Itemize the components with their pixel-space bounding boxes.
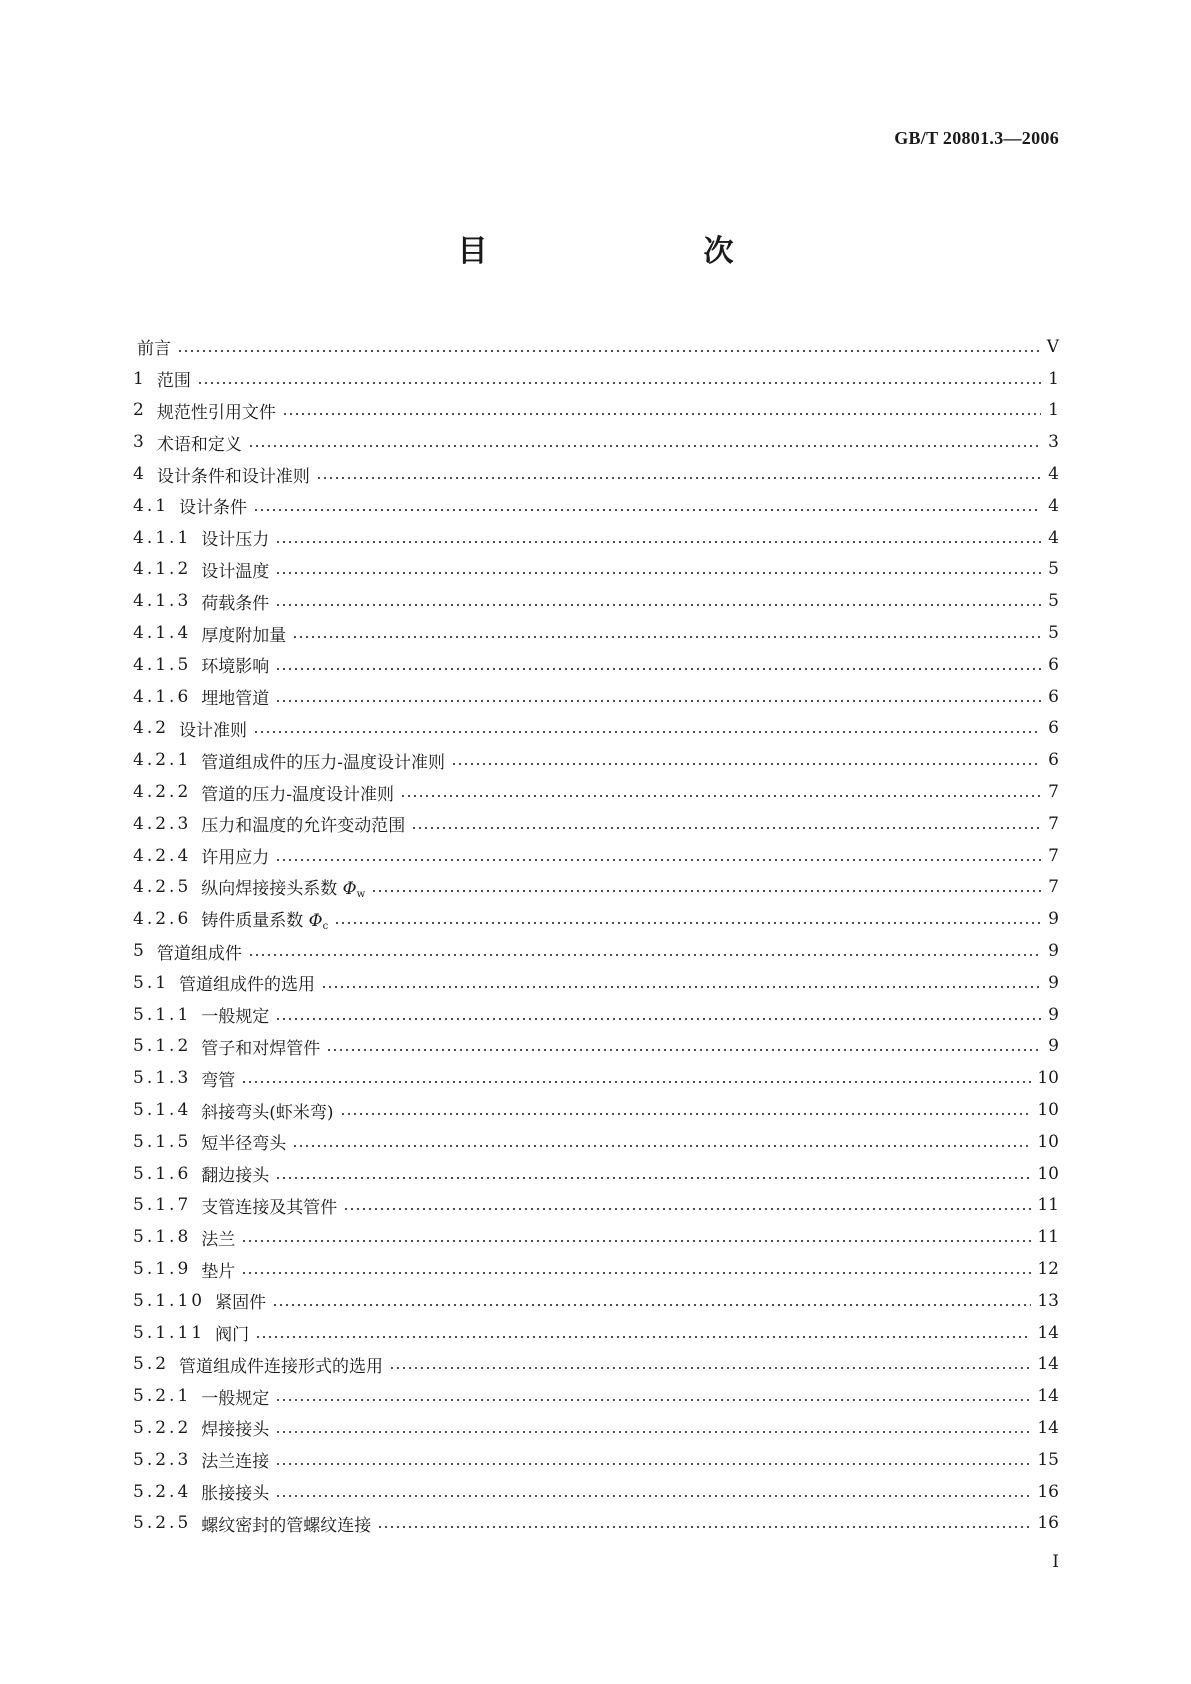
toc-entry-symbol-subscript: c [322, 921, 329, 933]
toc-entry-number: 4.2.1 [133, 750, 192, 771]
toc-entry-title-text: 管道组成件 [156, 943, 242, 964]
toc-entry-number: 5.1.2 [133, 1036, 192, 1057]
toc-entry-page: 4 [1048, 464, 1059, 485]
toc-entry[interactable] [133, 490, 1059, 522]
toc-entry-title-text: 垫片 [201, 1261, 236, 1282]
toc-entry-title [201, 1415, 269, 1440]
toc-entry-page: 9 [1048, 941, 1059, 962]
dot-leader [400, 794, 1041, 798]
toc-entry-title-text: 法兰 [201, 1229, 236, 1250]
dot-leader [248, 444, 1041, 448]
toc-entry[interactable] [133, 744, 1059, 776]
toc-entry-title [201, 1161, 269, 1186]
toc-entry-page: 4 [1048, 527, 1059, 548]
toc-entry-title [201, 780, 394, 805]
toc-entry-number: 4.2.6 [133, 909, 192, 930]
dot-leader [241, 1271, 1031, 1275]
toc-entry-number: 5.1.10 [133, 1290, 206, 1311]
toc-entry[interactable] [133, 1190, 1059, 1222]
dot-leader [197, 381, 1041, 385]
toc-entry-number: 5.1.5 [133, 1131, 192, 1152]
toc-entry-page: 7 [1048, 877, 1059, 898]
toc-entry-title [215, 1320, 249, 1345]
toc-entry-title [137, 334, 171, 359]
toc-entry-title [179, 970, 315, 995]
toc-entry[interactable] [133, 1221, 1059, 1253]
toc-entry-page: 15 [1037, 1449, 1059, 1470]
toc-entry[interactable] [133, 872, 1059, 904]
toc-entry-page: 13 [1037, 1290, 1059, 1311]
toc-entry-page: 1 [1048, 400, 1059, 421]
toc-entry-number: 5.2.3 [133, 1449, 192, 1470]
dot-leader [255, 1335, 1031, 1339]
toc-entry-title [179, 716, 247, 741]
toc-entry-number: 4.1.5 [133, 654, 192, 675]
toc-entry[interactable] [133, 585, 1059, 617]
toc-entry-title-text: 管道组成件的压力-温度设计准则 [201, 752, 446, 773]
toc-entry-title [201, 652, 269, 677]
toc-entry[interactable] [133, 1476, 1059, 1508]
dot-leader [343, 1207, 1031, 1211]
toc-entry-number: 4.1 [133, 495, 170, 516]
toc-entry-title [201, 1002, 269, 1027]
toc-entry-number: 5.1 [133, 972, 170, 993]
toc-entry-symbol: Φ [342, 879, 357, 900]
toc-entry-title-text: 法兰连接 [201, 1452, 270, 1473]
toc-entry-number: 3 [133, 432, 147, 453]
toc-entry-title [201, 1511, 371, 1536]
toc-entry-title [201, 1034, 320, 1059]
toc-entry-number: 4 [133, 464, 147, 485]
toc-entry-page: 9 [1048, 909, 1059, 930]
dot-leader [326, 1048, 1041, 1052]
toc-entry-number: 4.1.3 [133, 591, 192, 612]
dot-leader [275, 571, 1041, 575]
dot-leader [451, 762, 1041, 766]
toc-entry-number: 4.1.4 [133, 623, 192, 644]
standard-code: GB/T 20801.3—2006 [894, 128, 1059, 148]
toc-entry-number: 4.2.5 [133, 877, 192, 898]
toc-entry[interactable] [133, 1380, 1059, 1412]
toc-entry-number: 5.2.5 [133, 1513, 192, 1534]
toc-entry-page: 10 [1037, 1131, 1059, 1152]
toc-entry[interactable] [133, 1062, 1059, 1094]
toc-entry-page: 14 [1037, 1322, 1059, 1343]
toc-entry-page: 5 [1048, 623, 1059, 644]
toc-entry-title-text: 焊接接头 [201, 1420, 270, 1441]
toc-entry-title [201, 1193, 337, 1218]
toc-entry-page: 16 [1037, 1481, 1059, 1502]
toc-entry-title-text: 环境影响 [201, 657, 270, 678]
toc-entry-title-text: 设计温度 [201, 561, 270, 582]
toc-entry-title [157, 430, 242, 455]
toc-entry-title-text: 术语和定义 [156, 434, 242, 455]
toc-entry-title [201, 1479, 269, 1504]
toc-entry-title-text: 管道的压力-温度设计准则 [201, 784, 395, 805]
dot-leader [371, 889, 1041, 893]
dot-leader [272, 1303, 1031, 1307]
toc-entry-number: 1 [133, 368, 147, 389]
toc-entry-title [201, 525, 269, 550]
dot-leader [177, 349, 1041, 353]
toc-entry-title-text: 许用应力 [201, 848, 270, 869]
toc-entry-page: V [1046, 336, 1059, 357]
toc-entry-symbol-subscript: w [356, 889, 366, 901]
toc-entry-number: 4.1.2 [133, 559, 192, 580]
toc-entry-title-text: 短半径弯头 [201, 1134, 287, 1155]
toc-entry-title-text: 阀门 [215, 1325, 250, 1346]
toc-entry-page: 7 [1048, 813, 1059, 834]
dot-leader [275, 1462, 1031, 1466]
toc-entry-page: 6 [1048, 750, 1059, 771]
toc-entry-title-text: 紧固件 [215, 1293, 267, 1314]
toc-entry-title-text: 支管连接及其管件 [201, 1197, 338, 1218]
toc-entry-title-text: 设计条件和设计准则 [156, 466, 310, 487]
toc-entry[interactable] [133, 1507, 1059, 1539]
toc-entry-page: 3 [1048, 432, 1059, 453]
toc-entry-number: 5.1.7 [133, 1195, 192, 1216]
dot-leader [275, 667, 1041, 671]
dot-leader [241, 1239, 1031, 1243]
toc-entry-title [201, 1447, 269, 1472]
toc-entry[interactable] [133, 363, 1059, 395]
toc-entry-title [179, 1352, 383, 1377]
toc-entry[interactable] [133, 1031, 1059, 1063]
toc-entry-page: 10 [1037, 1163, 1059, 1184]
toc-entry[interactable] [133, 967, 1059, 999]
page-number: I [1052, 1552, 1059, 1572]
toc-entry-page: 7 [1048, 782, 1059, 803]
toc-entry-title-text: 规范性引用文件 [156, 402, 276, 423]
toc-entry-page: 5 [1048, 591, 1059, 612]
toc-entry-page: 16 [1037, 1513, 1059, 1534]
dot-leader [292, 1144, 1031, 1148]
dot-leader [377, 1525, 1031, 1529]
toc-entry-number: 2 [133, 400, 147, 421]
dot-leader [275, 1176, 1031, 1180]
toc-entry-title [201, 1066, 235, 1091]
toc-entry[interactable] [133, 999, 1059, 1031]
toc-entry-number: 5.1.4 [133, 1100, 192, 1121]
toc-entry-number: 5.2 [133, 1354, 170, 1375]
dot-leader [275, 699, 1041, 703]
toc-entry-title [157, 366, 191, 391]
dot-leader [321, 985, 1041, 989]
toc-entry-page: 9 [1048, 972, 1059, 993]
toc-entry-title-text: 纵向焊接接头系数 [201, 879, 338, 900]
toc-entry-number: 5.1.9 [133, 1259, 192, 1279]
toc-entry-number: 5.1.1 [133, 1004, 192, 1025]
dot-leader [275, 858, 1041, 862]
toc-entry-symbol: Φ [308, 911, 323, 932]
toc-entry-title-text: 铸件质量系数 [201, 911, 304, 932]
toc-entry-number: 5.1.3 [133, 1068, 192, 1089]
toc-entry-title [201, 684, 269, 709]
dot-leader [282, 412, 1041, 416]
toc-entry-title-text: 设计条件 [179, 498, 248, 519]
toc-entry-title [201, 906, 328, 932]
toc-entry-title-text: 一般规定 [201, 1007, 270, 1028]
toc-entry[interactable] [133, 681, 1059, 713]
toc-entry[interactable] [133, 331, 1059, 363]
toc-entry-number: 5.2.1 [133, 1386, 192, 1407]
toc-entry-title-text: 翻边接头 [201, 1166, 270, 1187]
toc-entry-title [201, 1384, 269, 1409]
toc-entry-page: 11 [1037, 1227, 1059, 1248]
toc-entry-title [201, 1225, 235, 1250]
dot-leader [275, 1398, 1031, 1402]
toc-entry-title [201, 589, 269, 614]
toc-entry-number: 4.1.1 [133, 527, 192, 548]
toc-entry[interactable] [133, 458, 1059, 490]
dot-leader [275, 1430, 1031, 1434]
toc-entry-number: 4.2.2 [133, 782, 192, 803]
dot-leader [340, 1112, 1032, 1116]
toc-entry-title [157, 939, 242, 964]
toc-entry-page: 12 [1037, 1259, 1059, 1279]
toc-entry-number: 5.2.2 [133, 1417, 192, 1438]
toc-entry-number: 4.2.3 [133, 813, 192, 834]
toc-entry[interactable] [133, 426, 1059, 458]
toc-entry-page: 7 [1048, 845, 1059, 866]
toc-entry-title-text: 管道组成件连接形式的选用 [179, 1356, 384, 1377]
toc-entry-page: 14 [1037, 1417, 1059, 1438]
toc-entry-title [201, 1257, 235, 1282]
toc-entry-title-text: 胀接接头 [201, 1484, 270, 1505]
toc-entry-page: 6 [1048, 686, 1059, 707]
dot-leader [275, 1017, 1041, 1021]
toc-entry[interactable] [133, 1094, 1059, 1126]
page-title: 目 次 [457, 234, 786, 269]
dot-leader [316, 476, 1041, 480]
toc-entry-page: 6 [1048, 718, 1059, 739]
dot-leader [253, 508, 1041, 512]
toc-entry-title-text: 管道组成件的选用 [179, 975, 316, 996]
toc-entry-title-text: 埋地管道 [201, 689, 270, 710]
toc-entry-number: 4.1.6 [133, 686, 192, 707]
toc-entry-title [201, 1129, 286, 1154]
toc-entry[interactable] [133, 1317, 1059, 1349]
toc-entry[interactable] [133, 1412, 1059, 1444]
toc-entry-title [201, 621, 286, 646]
toc-entry-title-text: 一般规定 [201, 1388, 270, 1409]
toc-entry-title [201, 843, 269, 868]
toc-entry-page: 10 [1037, 1068, 1059, 1089]
dot-leader [253, 730, 1041, 734]
toc-entry-page: 10 [1037, 1100, 1059, 1121]
dot-leader [275, 603, 1041, 607]
toc-entry[interactable] [133, 1126, 1059, 1158]
toc-entry[interactable] [133, 903, 1059, 935]
toc-entry[interactable] [133, 1253, 1059, 1285]
toc-entry-page: 5 [1048, 559, 1059, 580]
toc-entry[interactable] [133, 395, 1059, 427]
toc-entry-page: 1 [1048, 368, 1059, 389]
toc-entry[interactable] [133, 1444, 1059, 1476]
toc-entry-title [179, 493, 247, 518]
toc-entry-title-text: 管子和对焊管件 [201, 1038, 321, 1059]
toc-entry-title-text: 斜接弯头(虾米弯) [201, 1102, 334, 1123]
toc-entry-title-text: 厚度附加量 [201, 625, 287, 646]
toc-entry[interactable] [133, 522, 1059, 554]
toc-entry-title [157, 398, 276, 423]
toc-entry-title [201, 557, 269, 582]
toc-entry-title-text: 设计压力 [201, 530, 270, 551]
toc-entry-title-text: 螺纹密封的管螺纹连接 [201, 1515, 372, 1536]
toc-entry-number: 5.2.4 [133, 1481, 192, 1502]
toc-entry[interactable] [133, 935, 1059, 967]
toc-entry-page: 6 [1048, 654, 1059, 675]
toc-entry-page: 14 [1037, 1354, 1059, 1375]
dot-leader [275, 540, 1041, 544]
toc-entry-number: 4.2 [133, 718, 170, 739]
toc-entry[interactable] [133, 554, 1059, 586]
toc-entry-number: 5.1.6 [133, 1163, 192, 1184]
toc-entry-title [201, 1098, 333, 1123]
dot-leader [411, 826, 1041, 830]
toc-entry-title-text: 设计准则 [179, 720, 248, 741]
toc-entry-page: 4 [1048, 495, 1059, 516]
toc-entry-number: 5 [133, 941, 147, 962]
toc-entry[interactable] [133, 1158, 1059, 1190]
toc-entry[interactable] [133, 1285, 1059, 1317]
toc-entry-title-text: 压力和温度的允许变动范围 [201, 816, 406, 837]
toc-entry-page: 11 [1037, 1195, 1059, 1216]
toc-entry-number: 4.2.4 [133, 845, 192, 866]
toc-entry[interactable] [133, 840, 1059, 872]
toc-entry-title [201, 874, 365, 900]
toc-entry[interactable] [133, 776, 1059, 808]
dot-leader [292, 635, 1041, 639]
toc-entry[interactable] [133, 617, 1059, 649]
toc-entry-page: 14 [1037, 1386, 1059, 1407]
toc-entry-number: 5.1.11 [133, 1322, 206, 1343]
toc-entry-number: 5.1.8 [133, 1227, 192, 1248]
dot-leader [241, 1080, 1031, 1084]
dot-leader [389, 1366, 1031, 1370]
toc-entry-title-text: 范围 [156, 371, 191, 392]
toc-entry-title [201, 811, 405, 836]
dot-leader [248, 953, 1041, 957]
toc-entry-title-text: 荷载条件 [201, 593, 270, 614]
toc-entry-page: 9 [1048, 1036, 1059, 1057]
toc-entry[interactable] [133, 808, 1059, 840]
toc-entry-title [215, 1288, 266, 1313]
toc-entry-page: 9 [1048, 1004, 1059, 1025]
toc-entry-title [201, 748, 445, 773]
toc-entry[interactable] [133, 1349, 1059, 1381]
toc-entry[interactable] [133, 713, 1059, 745]
toc-entry-title-text: 前言 [137, 339, 171, 360]
table-of-contents [133, 331, 1059, 1539]
toc-entry-title [157, 462, 310, 487]
dot-leader [334, 921, 1041, 925]
toc-entry[interactable] [133, 649, 1059, 681]
toc-entry-title-text: 弯管 [201, 1070, 236, 1091]
dot-leader [275, 1494, 1031, 1498]
